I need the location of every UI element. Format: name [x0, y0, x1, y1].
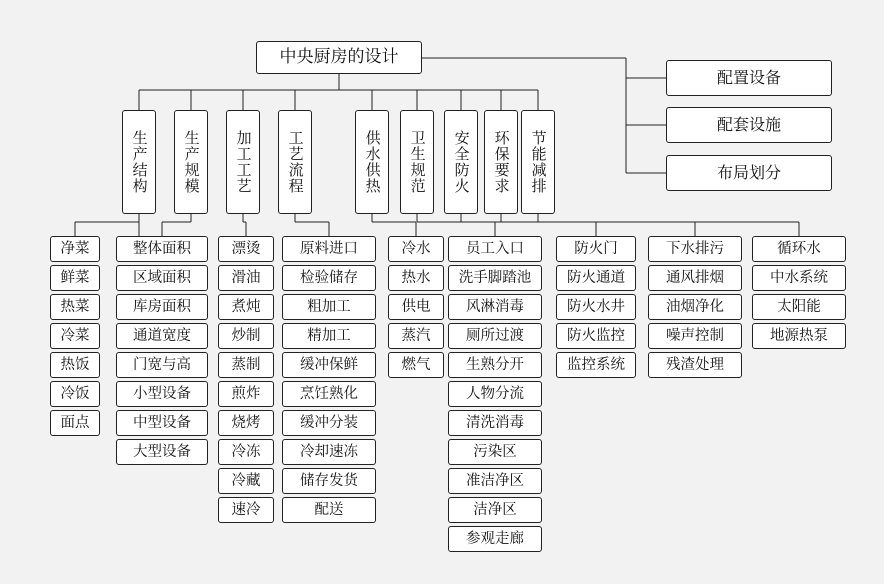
leaf-node: 烧烤 — [218, 410, 274, 436]
leaf-node: 滑油 — [218, 265, 274, 291]
branch-node-8: 节能减排 — [521, 110, 555, 214]
branch-node-3: 工艺流程 — [278, 110, 312, 214]
leaf-node: 防火水井 — [556, 294, 636, 320]
leaf-node: 准洁净区 — [448, 468, 542, 494]
leaf-node: 热菜 — [50, 294, 100, 320]
leaf-node: 风淋消毒 — [448, 294, 542, 320]
leaf-node: 漂烫 — [218, 236, 274, 262]
leaf-node: 蒸汽 — [388, 323, 444, 349]
leaf-node: 缓冲分装 — [282, 410, 376, 436]
right-node-2: 布局划分 — [666, 155, 832, 191]
leaf-node: 煮炖 — [218, 294, 274, 320]
leaf-node: 厕所过渡 — [448, 323, 542, 349]
leaf-node: 检验储存 — [282, 265, 376, 291]
leaf-node: 速冷 — [218, 497, 274, 523]
leaf-node: 噪声控制 — [648, 323, 742, 349]
leaf-node: 精加工 — [282, 323, 376, 349]
branch-node-0: 生产结构 — [122, 110, 156, 214]
right-node-0: 配置设备 — [666, 60, 832, 96]
leaf-node: 中水系统 — [752, 265, 846, 291]
leaf-node: 原料进口 — [282, 236, 376, 262]
leaf-node: 冷却速冻 — [282, 439, 376, 465]
leaf-node: 煎炸 — [218, 381, 274, 407]
leaf-node: 库房面积 — [116, 294, 208, 320]
leaf-node: 整体面积 — [116, 236, 208, 262]
leaf-node: 炒制 — [218, 323, 274, 349]
leaf-node: 地源热泵 — [752, 323, 846, 349]
leaf-node: 储存发货 — [282, 468, 376, 494]
leaf-node: 缓冲保鲜 — [282, 352, 376, 378]
leaf-node: 冷冻 — [218, 439, 274, 465]
leaf-node: 热饭 — [50, 352, 100, 378]
leaf-node: 粗加工 — [282, 294, 376, 320]
leaf-node: 净菜 — [50, 236, 100, 262]
leaf-node: 区域面积 — [116, 265, 208, 291]
leaf-node: 蒸制 — [218, 352, 274, 378]
leaf-node: 防火通道 — [556, 265, 636, 291]
leaf-node: 鲜菜 — [50, 265, 100, 291]
leaf-node: 洁净区 — [448, 497, 542, 523]
leaf-node: 面点 — [50, 410, 100, 436]
leaf-node: 燃气 — [388, 352, 444, 378]
branch-node-2: 加工工艺 — [226, 110, 260, 214]
leaf-node: 参观走廊 — [448, 526, 542, 552]
branch-node-4: 供水供热 — [355, 110, 389, 214]
branch-node-5: 卫生规范 — [400, 110, 434, 214]
leaf-node: 下水排污 — [648, 236, 742, 262]
leaf-node: 太阳能 — [752, 294, 846, 320]
branch-node-1: 生产规模 — [174, 110, 208, 214]
leaf-node: 中型设备 — [116, 410, 208, 436]
branch-node-6: 安全防火 — [444, 110, 478, 214]
leaf-node: 冷饭 — [50, 381, 100, 407]
leaf-node: 门宽与高 — [116, 352, 208, 378]
leaf-node: 油烟净化 — [648, 294, 742, 320]
right-node-1: 配套设施 — [666, 107, 832, 143]
leaf-node: 冷水 — [388, 236, 444, 262]
leaf-node: 防火门 — [556, 236, 636, 262]
leaf-node: 大型设备 — [116, 439, 208, 465]
leaf-node: 防火监控 — [556, 323, 636, 349]
leaf-node: 监控系统 — [556, 352, 636, 378]
leaf-node: 人物分流 — [448, 381, 542, 407]
leaf-node: 冷藏 — [218, 468, 274, 494]
leaf-node: 清洗消毒 — [448, 410, 542, 436]
leaf-node: 污染区 — [448, 439, 542, 465]
leaf-node: 洗手脚踏池 — [448, 265, 542, 291]
leaf-node: 配送 — [282, 497, 376, 523]
leaf-node: 通道宽度 — [116, 323, 208, 349]
root-node: 中央厨房的设计 — [256, 41, 422, 74]
leaf-node: 小型设备 — [116, 381, 208, 407]
leaf-node: 冷菜 — [50, 323, 100, 349]
leaf-node: 热水 — [388, 265, 444, 291]
leaf-node: 残渣处理 — [648, 352, 742, 378]
leaf-node: 供电 — [388, 294, 444, 320]
leaf-node: 烹饪熟化 — [282, 381, 376, 407]
leaf-node: 生熟分开 — [448, 352, 542, 378]
leaf-node: 循环水 — [752, 236, 846, 262]
leaf-node: 员工入口 — [448, 236, 542, 262]
branch-node-7: 环保要求 — [484, 110, 518, 214]
leaf-node: 通风排烟 — [648, 265, 742, 291]
